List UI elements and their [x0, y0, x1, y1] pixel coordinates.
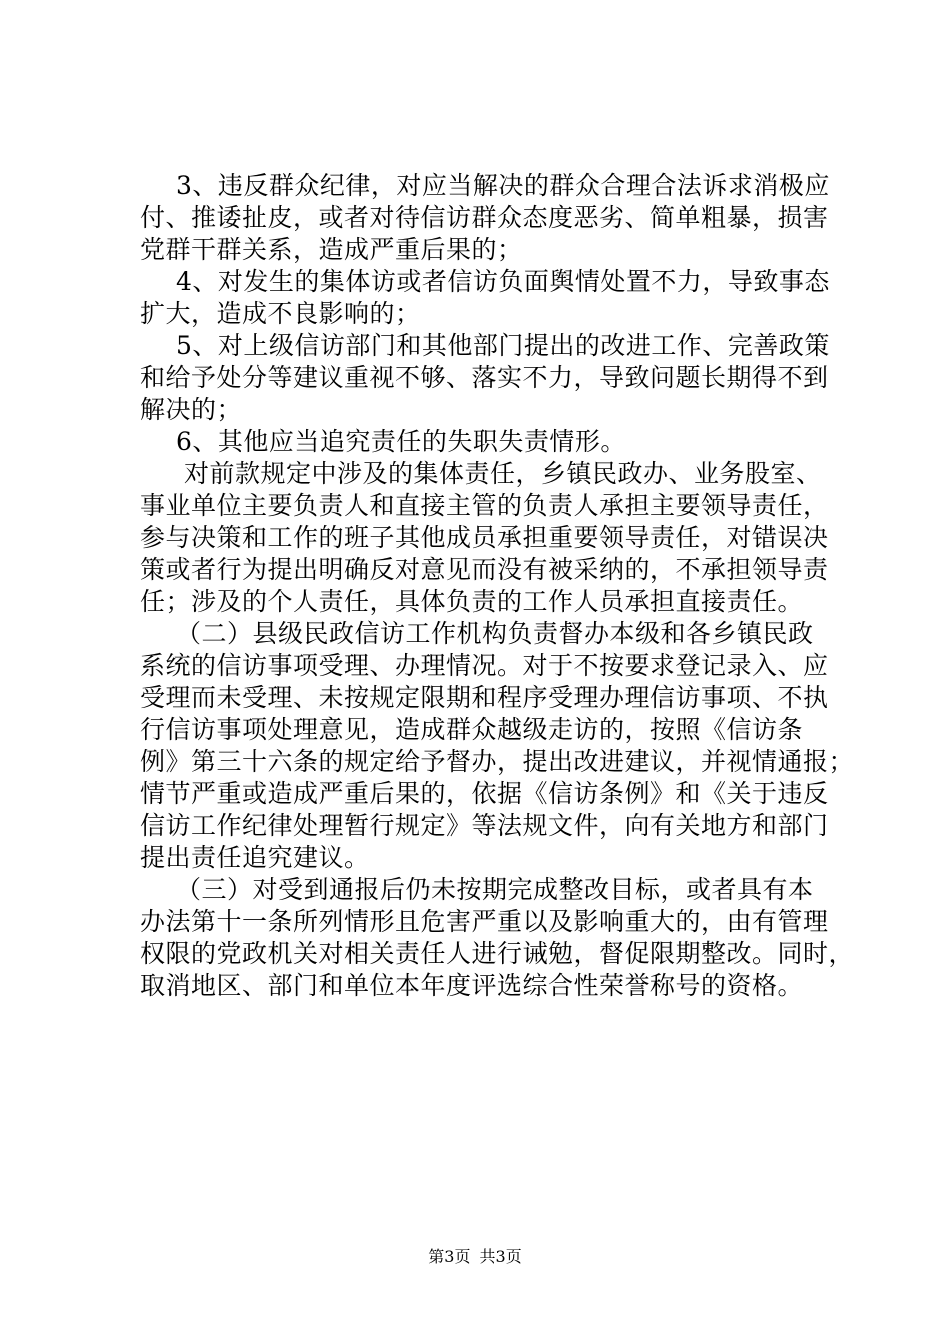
- paragraph-line: 办法第十一条所列情形且危害严重以及影响重大的，由有管理: [140, 907, 829, 936]
- paragraph-line: 5、对上级信访部门和其他部门提出的改进工作、完善政策: [176, 331, 830, 360]
- page-footer: [0, 1244, 950, 1267]
- paragraph-line: 情节严重或造成严重后果的，依据《信访条例》和《关于违反: [140, 779, 829, 808]
- paragraph-line: 事业单位主要负责人和直接主管的负责人承担主要领导责任，: [140, 491, 829, 520]
- paragraph-line: 受理而未受理、未按规定限期和程序受理办理信访事项、不执: [140, 683, 829, 712]
- paragraph-line: 信访工作纪律处理暂行规定》等法规文件，向有关地方和部门: [140, 811, 829, 840]
- paragraph-line: 策或者行为提出明确反对意见而没有被采纳的，不承担领导责: [140, 555, 829, 584]
- paragraph-line: 权限的党政机关对相关责任人进行诫勉，督促限期整改。同时，: [140, 939, 855, 968]
- page-total: 共3页: [479, 1247, 522, 1266]
- paragraph-line: 解决的；: [140, 395, 243, 424]
- paragraph-line: 行信访事项处理意见，造成群众越级走访的，按照《信访条: [140, 715, 804, 744]
- paragraph-line: 例》第三十六条的规定给予督办，提出改进建议，并视情通报；: [140, 747, 855, 776]
- paragraph-line: 3、违反群众纪律，对应当解决的群众合理合法诉求消极应: [176, 171, 830, 200]
- paragraph-line: 扩大，造成不良影响的；: [140, 299, 421, 328]
- paragraph-line: 付、推诿扯皮，或者对待信访群众态度恶劣、简单粗暴，损害: [140, 203, 829, 232]
- paragraph-line: 取消地区、部门和单位本年度评选综合性荣誉称号的资格。: [140, 971, 804, 1000]
- paragraph-line: 任；涉及的个人责任，具体负责的工作人员承担直接责任。: [140, 587, 804, 616]
- paragraph-line: （三）对受到通报后仍未按期完成整改目标，或者具有本: [176, 875, 814, 904]
- paragraph-line: 系统的信访事项受理、办理情况。对于不按要求登记录入、应: [140, 651, 829, 680]
- paragraph-line: 4、对发生的集体访或者信访负面舆情处置不力，导致事态: [176, 267, 830, 296]
- paragraph-line: 6、其他应当追究责任的失职失责情形。: [176, 427, 626, 456]
- paragraph-line: 参与决策和工作的班子其他成员承担重要领导责任，对错误决: [140, 523, 829, 552]
- paragraph-line: 对前款规定中涉及的集体责任，乡镇民政办、业务股室、: [184, 459, 822, 488]
- paragraph-line: 党群干群关系，造成严重后果的；: [140, 235, 523, 264]
- document-body: [140, 170, 855, 1002]
- paragraph-line: 和给予处分等建议重视不够、落实不力，导致问题长期得不到: [140, 363, 829, 392]
- paragraph-line: （二）县级民政信访工作机构负责督办本级和各乡镇民政: [176, 619, 814, 648]
- paragraph-line: 提出责任追究建议。: [140, 843, 370, 872]
- page-number: 第3页: [428, 1247, 471, 1266]
